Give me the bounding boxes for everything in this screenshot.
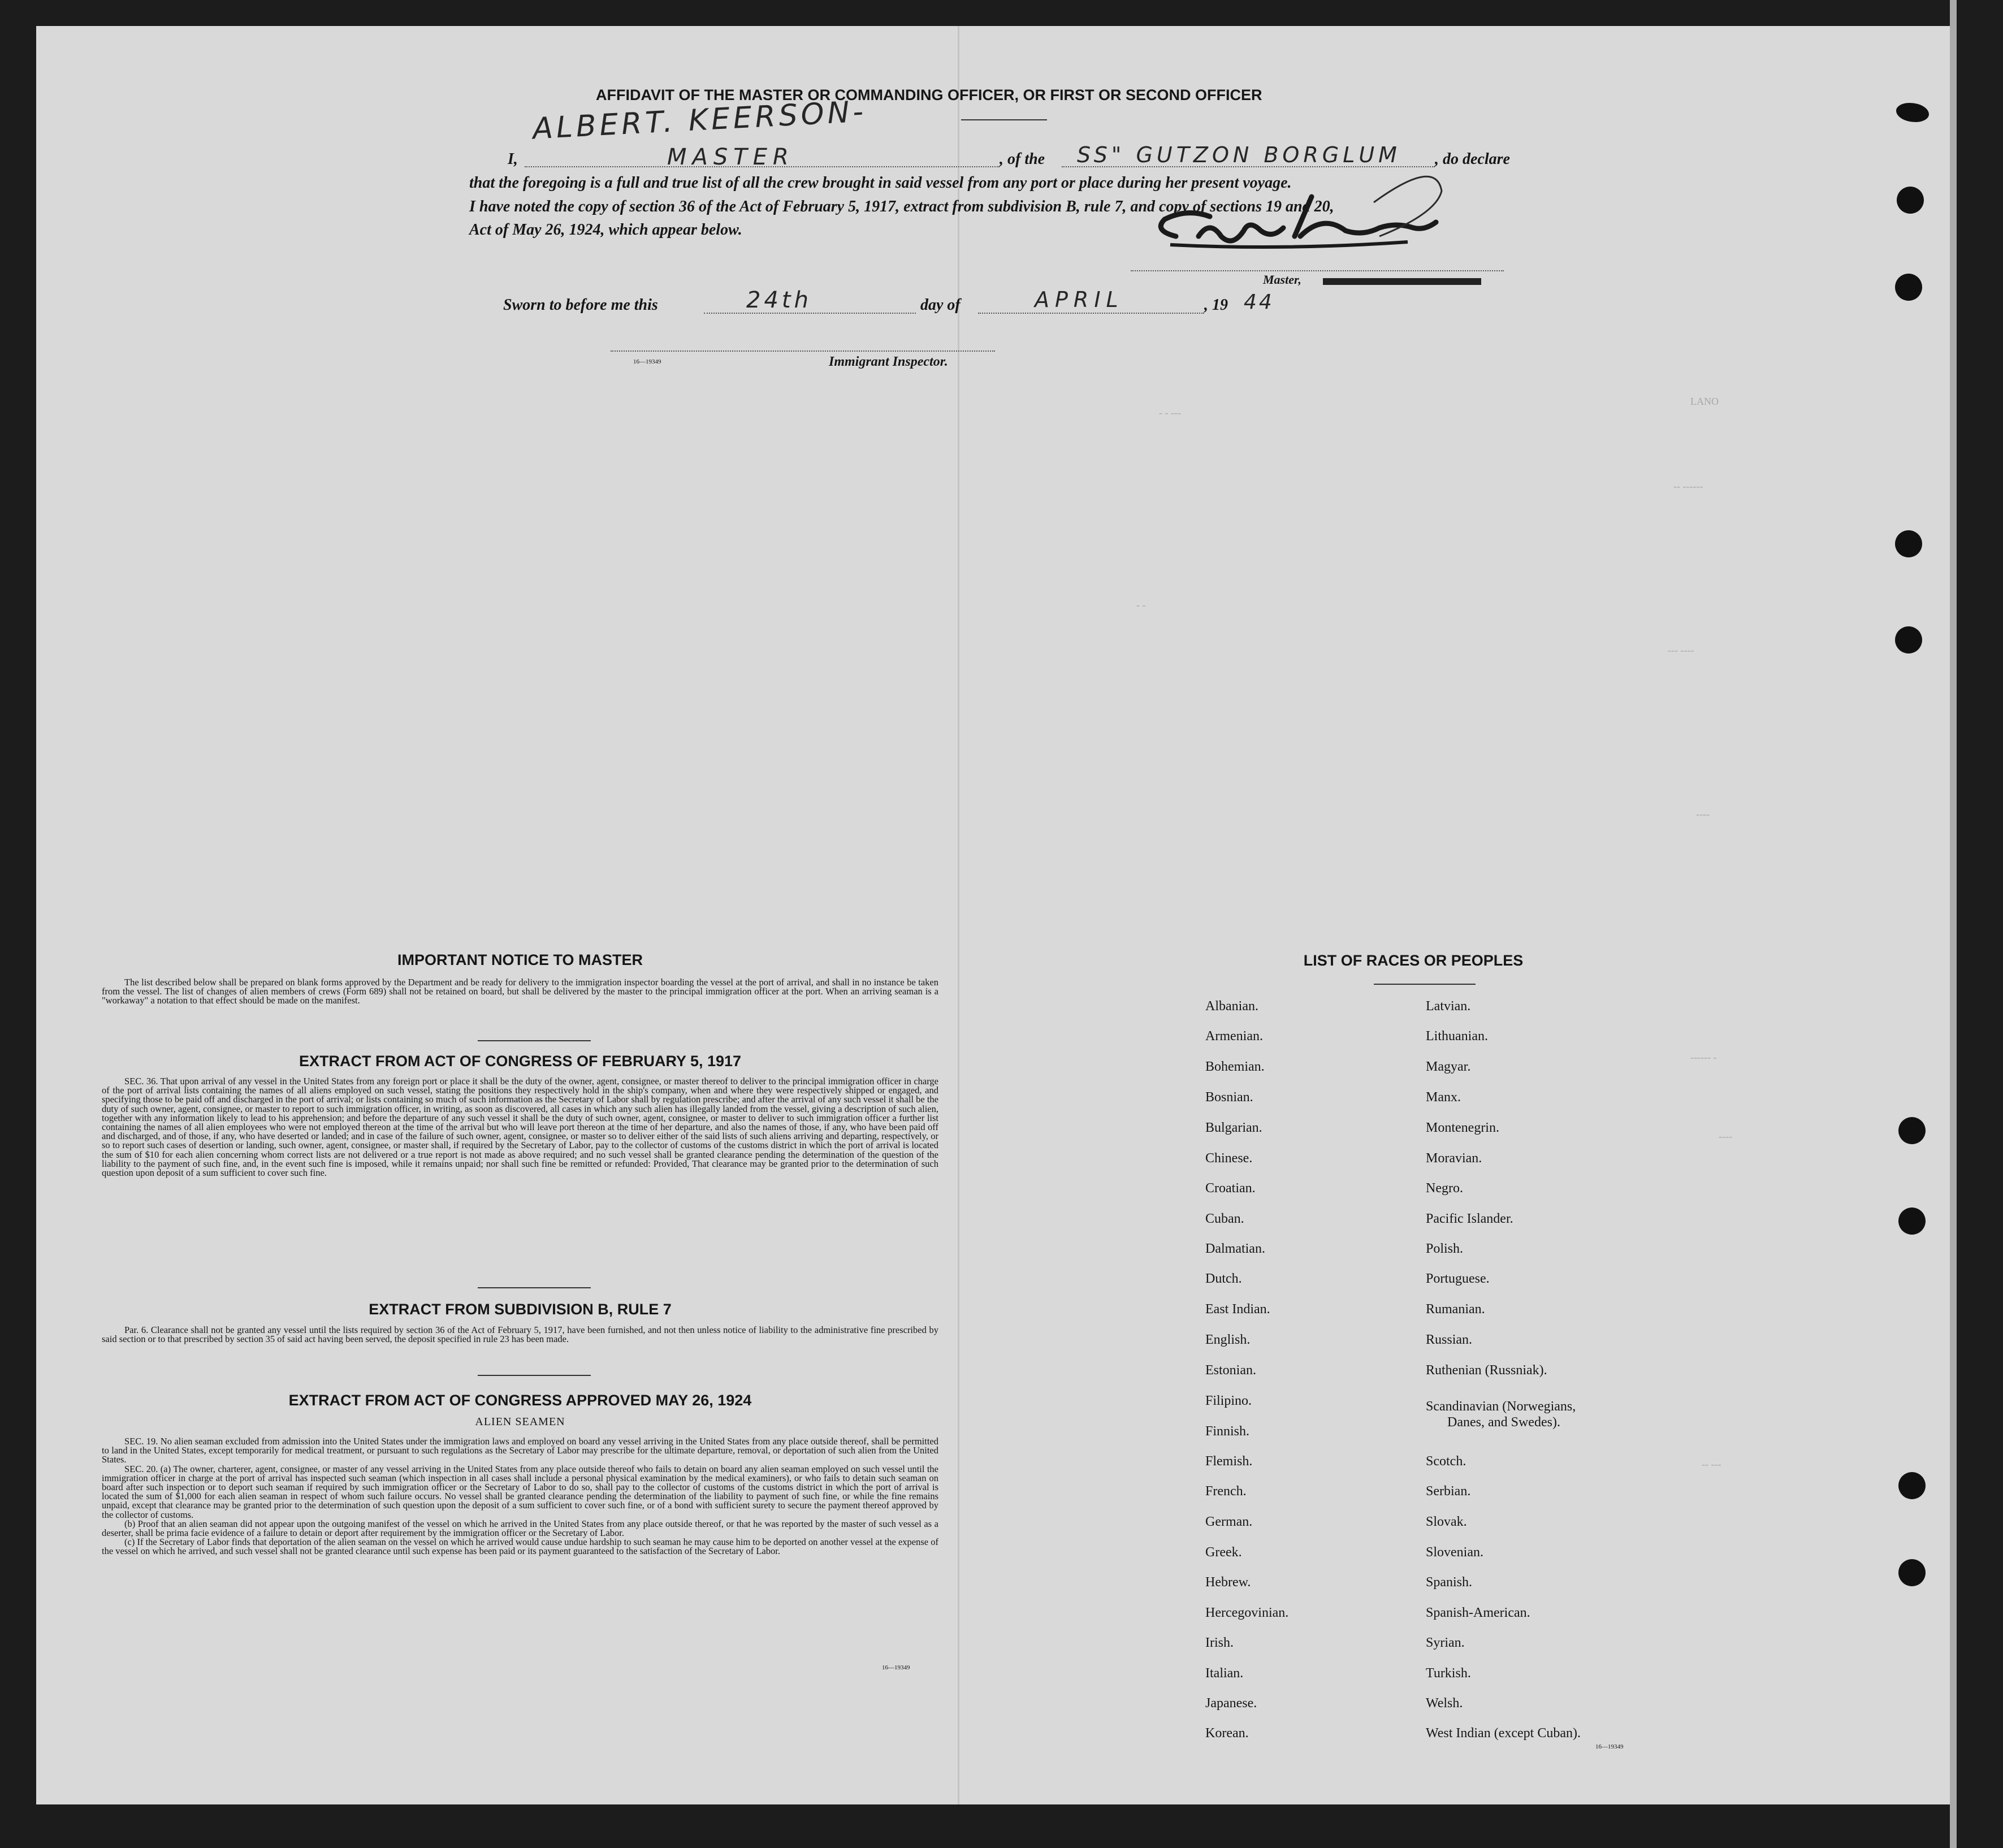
affidavit-i: I,	[508, 150, 518, 168]
year-label: , 19	[1204, 296, 1228, 314]
race-item: Italian.	[1205, 1666, 1244, 1681]
handwritten-month: APRIL	[1035, 287, 1124, 312]
affidavit-form-number: 16—19349	[633, 358, 661, 365]
race-item: Ruthenian (Russniak).	[1426, 1363, 1547, 1378]
affidavit-line-2: that the foregoing is a full and true list of all the crew brought in said vessel from any port or place during her present voyage.	[469, 174, 1292, 192]
race-item: Spanish.	[1426, 1575, 1473, 1590]
race-item: English.	[1205, 1332, 1251, 1347]
struck-out-text	[1323, 278, 1481, 285]
race-item: Scotch.	[1426, 1454, 1466, 1469]
race-item: Scandinavian (Norwegians,	[1426, 1399, 1576, 1414]
extract-1924-text	[102, 1437, 938, 1556]
race-item: Albanian.	[1205, 999, 1258, 1014]
extract-1917-title: EXTRACT FROM ACT OF CONGRESS OF FEBRUARY 5, 1917	[298, 1053, 742, 1070]
race-item: Korean.	[1205, 1726, 1249, 1741]
race-item: Flemish.	[1205, 1454, 1253, 1469]
race-item: Serbian.	[1426, 1484, 1471, 1499]
rule-7-text: Par. 6. Clearance shall not be granted any vessel until the lists required by section 36 of the Act of February 5, 1917, have been furnished, and not then unless notice of liability to the administrative fine prescribed by said section or to that prescribed by section 35 of said act having been served, the deposit specified in rule 23 has been made.	[102, 1325, 938, 1345]
page-fold	[958, 26, 959, 1804]
bleed-through: --- ----	[1668, 644, 1694, 656]
race-item: Lithuanian.	[1426, 1029, 1488, 1044]
race-item: Cuban.	[1205, 1211, 1244, 1226]
handwritten-day: 24th	[746, 287, 812, 313]
sworn-month-line	[978, 313, 1204, 314]
bleed-through: ------ -	[1690, 1051, 1717, 1063]
race-item: Dutch.	[1205, 1271, 1242, 1286]
races-form-number: 16—19349	[1595, 1743, 1624, 1750]
race-item: Armenian.	[1205, 1029, 1263, 1044]
bleed-through: LANO	[1690, 396, 1719, 407]
of-the-label: , of the	[1000, 150, 1045, 168]
punch-hole	[1898, 1117, 1926, 1144]
race-item: West Indian (except Cuban).	[1426, 1726, 1581, 1741]
race-item: Hercegovinian.	[1205, 1605, 1289, 1620]
rule-7-title: EXTRACT FROM SUBDIVISION B, RULE 7	[369, 1301, 672, 1318]
race-item: Pacific Islander.	[1426, 1211, 1513, 1226]
notice-title: IMPORTANT NOTICE TO MASTER	[397, 951, 643, 968]
race-item: German.	[1205, 1514, 1253, 1529]
race-item: Spanish-American.	[1426, 1605, 1530, 1620]
race-item: Japanese.	[1205, 1696, 1257, 1711]
race-item: Montenegrin.	[1426, 1120, 1499, 1135]
bleed-through: - -	[1136, 599, 1146, 611]
race-item: Bulgarian.	[1205, 1120, 1262, 1135]
sworn-label: Sworn to before me this	[503, 296, 658, 314]
do-declare-label: , do declare	[1435, 150, 1510, 168]
bleed-through: -- ------	[1673, 481, 1703, 492]
punch-hole	[1898, 1208, 1926, 1235]
divider	[478, 1375, 591, 1376]
race-item: Slovenian.	[1426, 1545, 1483, 1560]
race-item: Filipino.	[1205, 1393, 1252, 1408]
race-item: Finnish.	[1205, 1424, 1250, 1439]
race-item: Rumanian.	[1426, 1302, 1485, 1317]
races-title: LIST OF RACES OR PEOPLES	[1303, 952, 1524, 969]
divider	[478, 1040, 591, 1041]
race-item: Hebrew.	[1205, 1575, 1251, 1590]
race-item: Danes, and Swedes).	[1447, 1415, 1560, 1430]
affidavit-line-3: I have noted the copy of section 36 of the Act of February 5, 1917, extract from subdivision B, rule 7, and copy of sections 19 and 20,	[469, 198, 1334, 215]
race-item: Moravian.	[1426, 1151, 1482, 1166]
race-item: Chinese.	[1205, 1151, 1253, 1166]
divider	[1374, 984, 1476, 985]
bleed-through: ----	[1696, 808, 1710, 820]
title-underline	[961, 119, 1047, 120]
race-item: Bohemian.	[1205, 1059, 1265, 1074]
punch-hole	[1898, 1472, 1926, 1499]
page-edge	[1950, 0, 1957, 1848]
race-item: Portuguese.	[1426, 1271, 1490, 1286]
sec-20c-paragraph: (c) If the Secretary of Labor finds that deportation of the alien seaman on the vessel on which he arrived would cause undue hardship to such seaman he may cause him to be deported on another vessel at the expense of the vessel on which he arrived, and such vessel shall not be granted clearance until such expense has been paid or its payment guaranteed to the satisfaction of the Secretary of Labor.	[102, 1537, 938, 1557]
notice-text: The list described below shall be prepared on blank forms approved by the Department and be ready for delivery to the immigration inspector boarding the vessel at the port of arrival, and shall in no instance be taken from the vessel. The list of changes of alien members of crews (Form 689) shall not be retained on board, but shall be delivered by the master to the principal immigration officer at the port. When an arriving seaman is a "workaway" a notation to that effect should be made on the manifest.	[102, 977, 938, 1006]
race-item: Polish.	[1426, 1241, 1464, 1256]
race-item: Manx.	[1426, 1090, 1461, 1105]
alien-seamen-subtitle: ALIEN SEAMEN	[475, 1416, 565, 1428]
race-item: French.	[1205, 1484, 1247, 1499]
punch-hole	[1898, 1559, 1926, 1586]
sec-20b-paragraph: (b) Proof that an alien seaman did not appear upon the outgoing manifest of the vessel on which he arrived in the United States from any place outside thereof, or that he was reported by the master of such vessel as a deserter, shall be prima facie evidence of a failure to detain or deport after requirement by the immigration officer or the Secretary of Labor.	[102, 1518, 938, 1539]
sec-19-paragraph: SEC. 19. No alien seaman excluded from admission into the United States under the immigration laws and employed on board any vessel arriving in the United States from any place outside thereof, shall be permitted to land in the United States, except temporarily for medical treatment, or pursuant to such regulations as the Secretary of Labor may prescribe for the ultimate departure, removal, or deportation of such alien from the United States.	[102, 1436, 938, 1465]
affidavit-line-4: Act of May 26, 1924, which appear below.	[469, 221, 742, 239]
race-item: Latvian.	[1426, 999, 1471, 1014]
race-item: Slovak.	[1426, 1514, 1467, 1529]
handwritten-year: 44	[1244, 291, 1274, 314]
extract-1924-title: EXTRACT FROM ACT OF CONGRESS APPROVED MAY 26, 1924	[288, 1392, 752, 1409]
race-item: Magyar.	[1426, 1059, 1471, 1074]
race-item: Bosnian.	[1205, 1090, 1253, 1105]
signature-caption: Master,	[1263, 272, 1301, 287]
handwritten-name: ALBERT. KEERSON-	[531, 94, 868, 146]
extract-1917-text: SEC. 36. That upon arrival of any vessel in the United States from any foreign port or place it shall be the duty of the owner, agent, consignee, or master thereof to deliver to the principal immigration officer in charge of the port of arrival lists containing the names of all aliens employed on such vessel, stating the positions they respectively hold in the ship's company, when and where they were respectively shipped or engaged, and specifying those to be paid off and discharged in the port of arrival; or lists containing so much of such information as the Secretary of Labor shall by regulation prescribe; and after the arrival of any such vessel it shall be the duty of such owner, agent, consignee, or master to report to such immigration officer, in writing, as soon as discovered, all cases in which any such alien has illegally landed from the vessel, giving a description of such alien, together with any information likely to lead to his apprehension; and before the departure of any such vessel it shall be the duty of such owner, agent, consignee, or master to deliver to such immigration officer a further list containing the names of all alien employees who were not employed thereon at the time of the arrival but who will leave port thereon at the time of her departure, and also the names of those, if any, who have been paid off and discharged, and of those, if any, who have deserted or landed; and in case of the failure of such owner, agent, consignee, or master so to deliver either of the said lists of such aliens arriving and departing, respectively, or so to report such cases of desertion or landing, such owner, agent, consignee, or master shall, if required by the Secretary of Labor, pay to the collector of customs of the customs district in which the port of arrival is located the sum of $10 for each alien concerning whom correct lists are not delivered or a true report is not made as above required; and no such vessel shall be granted clearance pending the determination of the question of the liability to the payment of such fine, and, in the event such fine is imposed, while it remains unpaid; nor shall such fine be remitted or refunded: Provided, That clearance may be granted prior to the determination of such question upon deposit of a sum sufficient to cover such fine.	[102, 1076, 938, 1179]
inspector-line	[611, 350, 995, 352]
handwritten-rank: MASTER	[667, 144, 794, 170]
race-item: Turkish.	[1426, 1666, 1471, 1681]
race-item: Estonian.	[1205, 1363, 1256, 1378]
race-item: Negro.	[1426, 1181, 1463, 1196]
bleed-through: ----	[1719, 1131, 1732, 1142]
race-item: Dalmatian.	[1205, 1241, 1265, 1256]
race-item: Irish.	[1205, 1635, 1234, 1650]
bleed-through: -- ---	[1702, 1459, 1721, 1470]
handwritten-vessel: SS" GUTZON BORGLUM	[1077, 142, 1401, 167]
signature-line	[1131, 270, 1504, 271]
race-item: Welsh.	[1426, 1696, 1463, 1711]
punch-hole	[1895, 530, 1922, 557]
inspector-caption: Immigrant Inspector.	[829, 354, 948, 369]
divider	[478, 1287, 591, 1288]
race-item: Russian.	[1426, 1332, 1473, 1347]
master-signature	[1131, 152, 1492, 282]
punch-hole	[1897, 187, 1924, 214]
punch-hole	[1895, 626, 1922, 653]
race-item: Greek.	[1205, 1545, 1242, 1560]
affidavit-title: AFFIDAVIT OF THE MASTER OR COMMANDING OFFICER, OR FIRST OR SECOND OFFICER	[596, 86, 1262, 103]
sec-20a-paragraph: SEC. 20. (a) The owner, charterer, agent, consignee, or master of any vessel arriving in the United States from any place outside thereof who fails to detain on board any alien seaman employed on such vessel until the immigration officer in charge at the port of arrival has inspected such seaman (which inspection in all cases shall include a personal physical examination by the medical examiners), or who fails to detain such seaman on board after such inspection or to deport such seaman if required by such immigration officer or the Secretary of Labor to do so, shall pay to the collector of customs of the customs district in which the port of arrival is located the sum of $1,000 for each alien seaman in respect of whom such failure occurs. No vessel shall be granted clearance pending the determination of the liability to payment of such fine, or while the fine remains unpaid, except that clearance may be granted prior to the determination of such question upon the deposit of a sum sufficient to cover such fine, or of a bond with sufficient surety to secure the payment thereof approved by the collector of customs.	[102, 1463, 938, 1520]
race-item: Croatian.	[1205, 1181, 1256, 1196]
extract-form-number: 16—19349	[882, 1664, 910, 1671]
race-item: Syrian.	[1426, 1635, 1465, 1650]
punch-hole	[1895, 274, 1922, 301]
bleed-through: - - ---	[1159, 407, 1181, 418]
day-of-label: day of	[920, 296, 961, 314]
race-item: East Indian.	[1205, 1302, 1270, 1317]
